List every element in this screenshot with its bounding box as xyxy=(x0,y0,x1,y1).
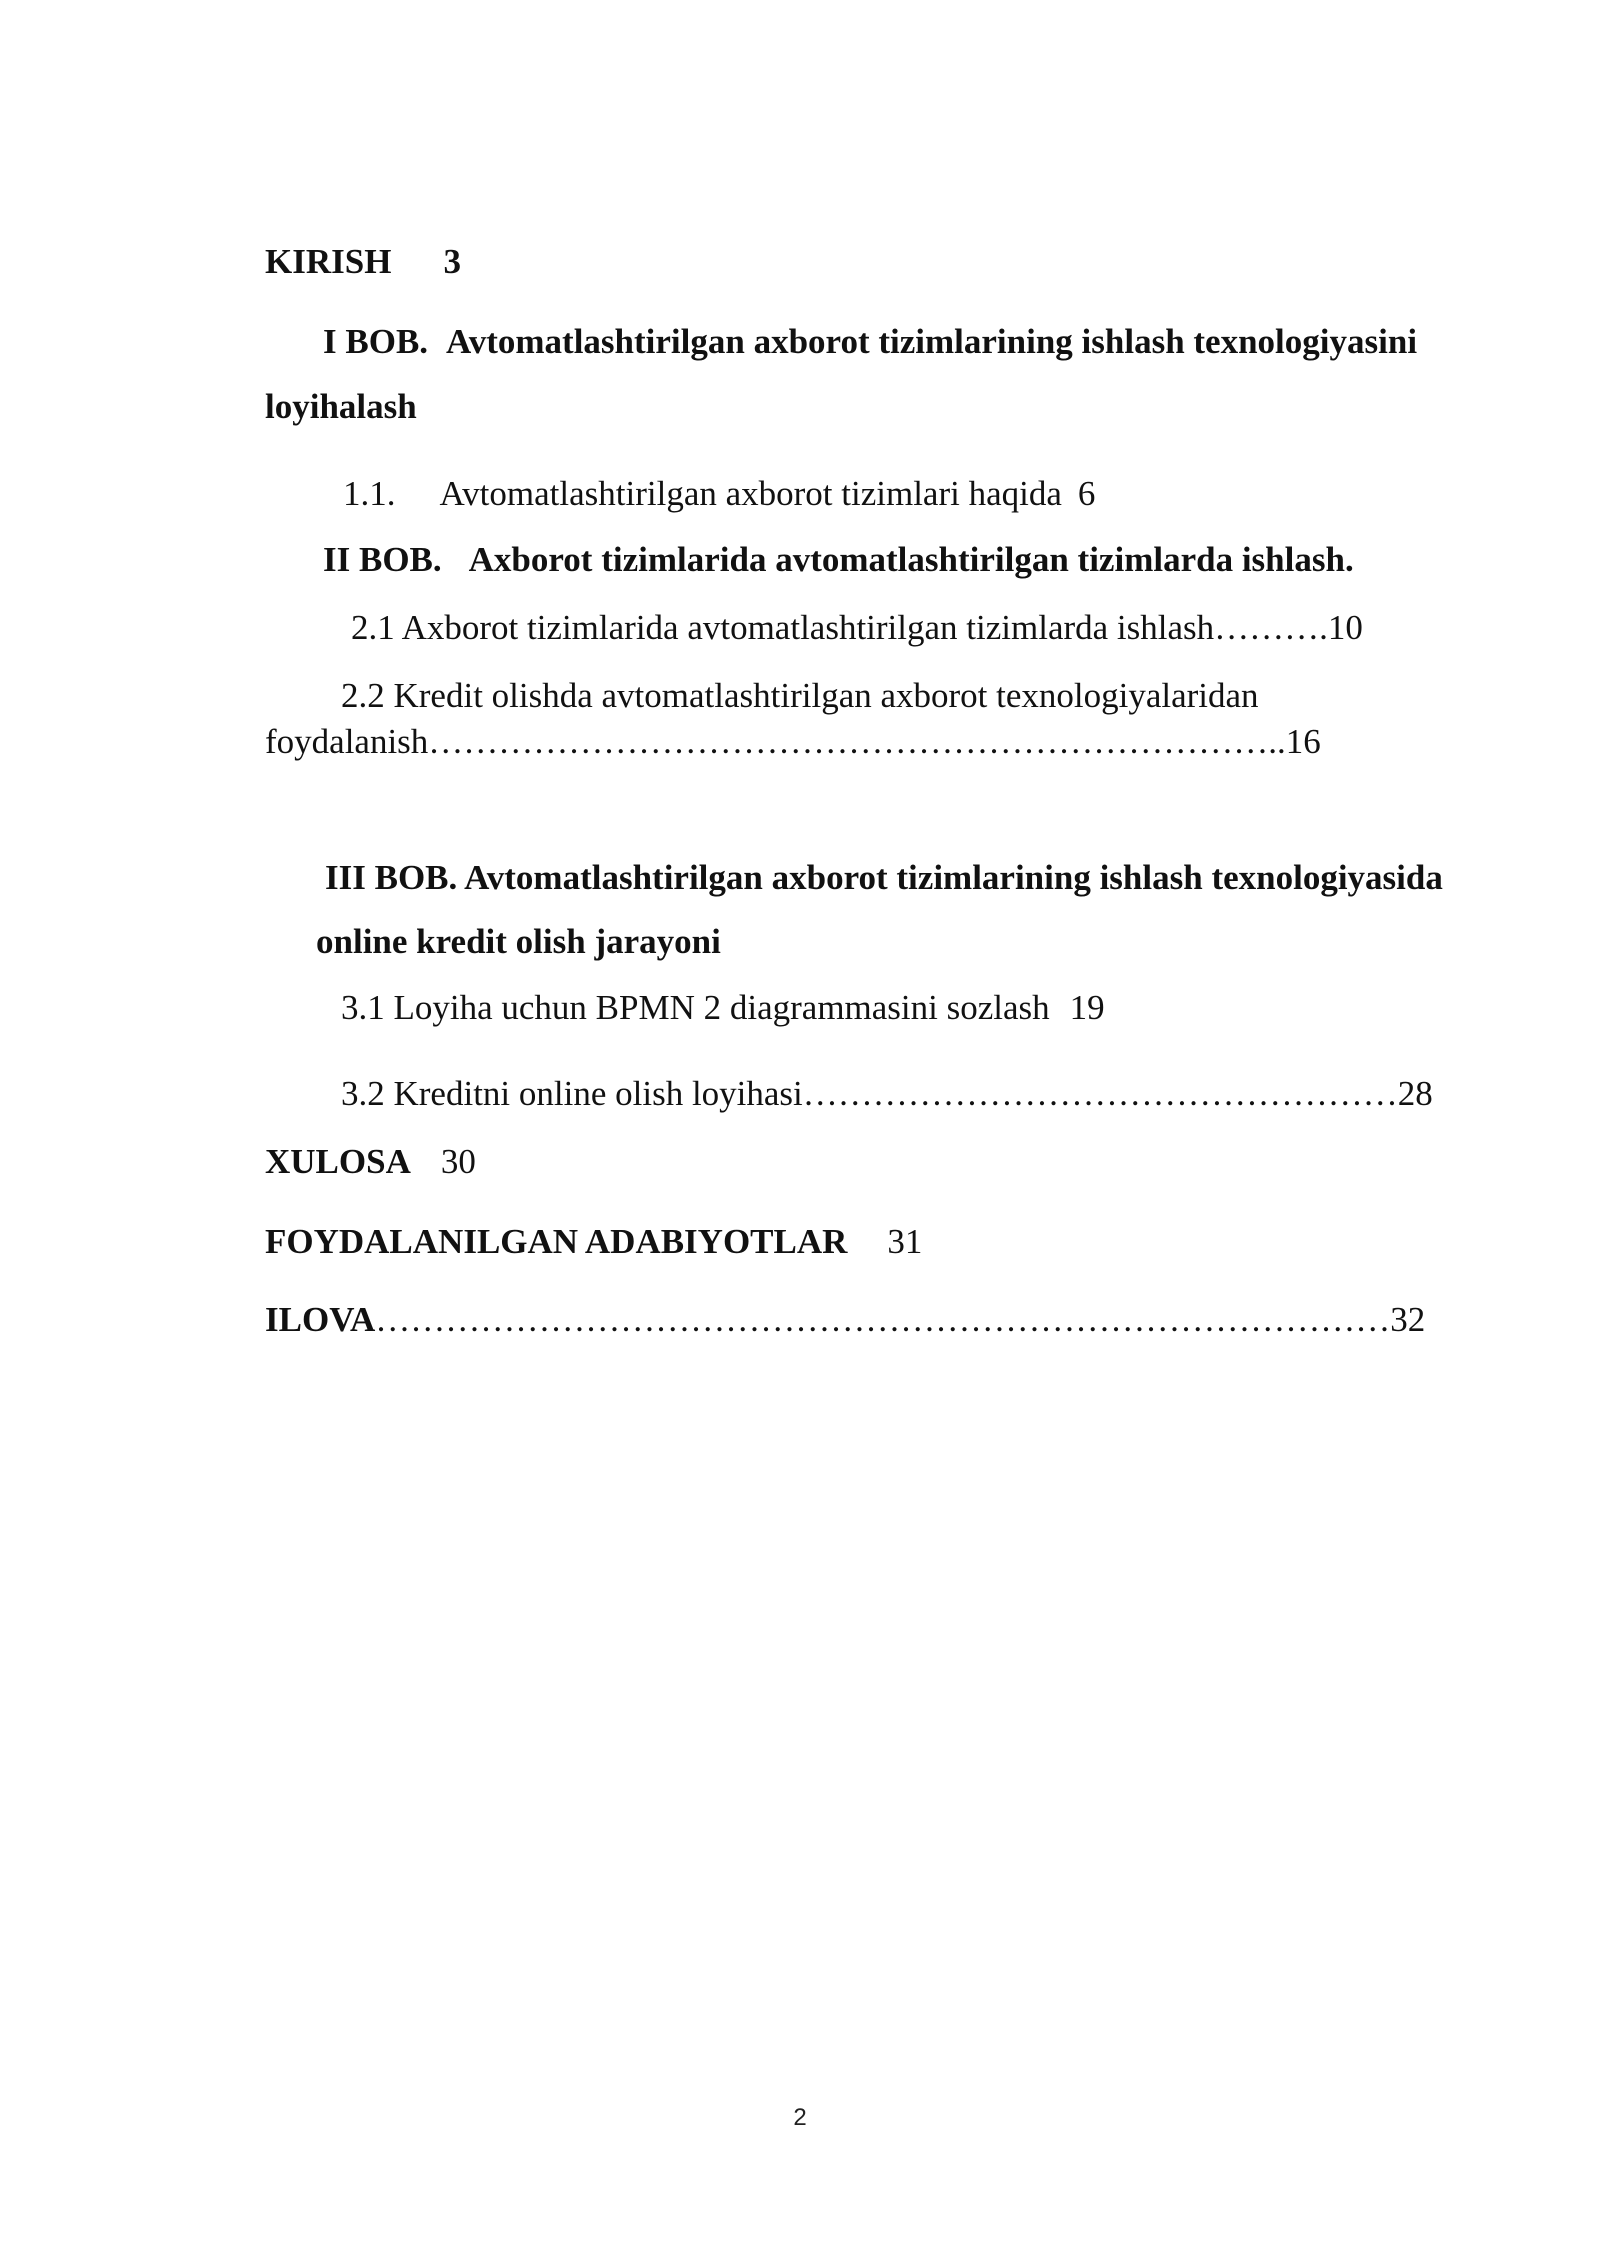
entry-2-2-title: 2.2 Kredit olishda avtomatlashtirilgan axborot texnologiyalaridan xyxy=(341,676,1259,715)
toc-kirish-label: KIRISH xyxy=(265,242,392,281)
toc-chapter-1-heading xyxy=(288,282,1417,402)
entry-1-1-title: Avtomatlashtirilgan axborot tizimlari haqida xyxy=(439,474,1062,513)
entry-3-2-page: 28 xyxy=(1397,1074,1433,1113)
chapter-3-title: III BOB. Avtomatlashtirilgan axborot tizimlarining ishlash texnologiyasida xyxy=(325,858,1443,897)
toc-entry-2-2-cont xyxy=(230,682,1321,802)
entry-2-2-title-cont: foydalanish xyxy=(265,722,429,761)
toc-adabiyotlar-label: FOYDALANILGAN ADABIYOTLAR xyxy=(265,1222,848,1261)
chapter-1-title-cont: loyihalash xyxy=(265,387,417,426)
entry-2-2-leader: ……………………………………………………………….. xyxy=(428,722,1286,761)
chapter-1-title: Avtomatlashtirilgan axborot tizimlarining ishlash texnologiyasini xyxy=(446,322,1418,361)
toc-entry-ilova xyxy=(230,1260,1425,1380)
entry-2-2-page: 16 xyxy=(1285,722,1321,761)
page-number: 2 xyxy=(793,2104,807,2131)
toc-ilova-page: 32 xyxy=(1390,1300,1426,1339)
toc-kirish-page: 3 xyxy=(443,242,461,281)
entry-2-1-leader: ………. xyxy=(1214,608,1328,647)
entry-2-1-title: 2.1 Axborot tizimlarida avtomatlashtirilgan tizimlarda ishlash xyxy=(351,608,1215,647)
chapter-2-title: Axborot tizimlarida avtomatlashtirilgan tizimlarda ishlash. xyxy=(468,540,1354,579)
toc-xulosa-page: 30 xyxy=(440,1142,476,1181)
chapter-1-number: I BOB. xyxy=(323,322,429,361)
entry-2-1-page: 10 xyxy=(1327,608,1363,647)
toc-xulosa-label: XULOSA xyxy=(265,1142,411,1181)
entry-1-1-page: 6 xyxy=(1077,474,1096,513)
entry-3-2-leader: …………………………………………… xyxy=(802,1074,1398,1113)
entry-3-1-title: 3.1 Loyiha uchun BPMN 2 diagrammasini sozlash xyxy=(341,988,1050,1027)
toc-ilova-label: ILOVA xyxy=(265,1300,376,1339)
entry-3-1-page: 19 xyxy=(1069,988,1105,1027)
toc-ilova-leader: …………………………………………………………………………… xyxy=(375,1300,1391,1339)
chapter-3-title-cont: online kredit olish jarayoni xyxy=(316,922,721,961)
entry-1-1-number: 1.1. xyxy=(343,474,396,513)
toc-adabiyotlar-page: 31 xyxy=(887,1222,923,1261)
entry-3-2-title: 3.2 Kreditni online olish loyihasi xyxy=(341,1074,803,1113)
chapter-2-number: II BOB. xyxy=(323,540,442,579)
